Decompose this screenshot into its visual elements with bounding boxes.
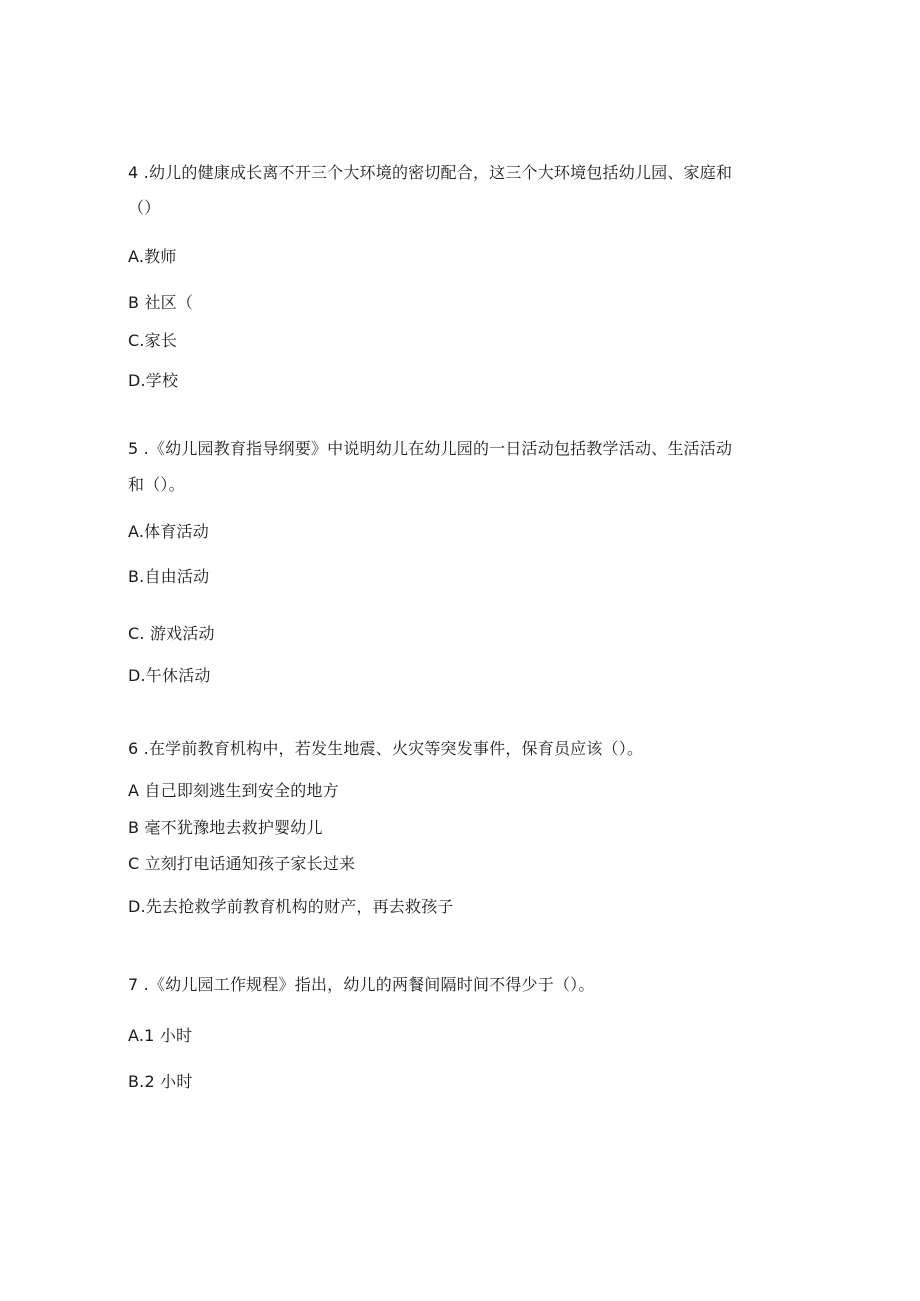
question-4-option-d: D.学校 bbox=[128, 371, 179, 390]
question-4-stem-cont: （） bbox=[128, 198, 161, 217]
question-6-option-d: D.先去抢救学前教育机构的财产，再去救孩子 bbox=[128, 897, 454, 916]
question-6-option-b: B 毫不犹豫地去救护婴幼儿 bbox=[128, 818, 323, 837]
question-7-option-a: A.1 小时 bbox=[128, 1026, 193, 1045]
question-5-option-b: B.自由活动 bbox=[128, 567, 210, 586]
question-4-option-a: A.教师 bbox=[128, 247, 177, 266]
question-6-option-a: A 自己即刻逃生到安全的地方 bbox=[128, 781, 339, 800]
question-5-option-c: C. 游戏活动 bbox=[128, 624, 215, 643]
question-4-option-c: C.家长 bbox=[128, 331, 178, 350]
question-4-stem: 4 .幼儿的健康成长离不开三个大环境的密切配合，这三个大环境包括幼儿园、家庭和 bbox=[128, 163, 733, 182]
question-6-stem: 6 .在学前教育机构中，若发生地震、火灾等突发事件，保育员应该（）。 bbox=[128, 739, 644, 758]
question-7-stem: 7 .《幼儿园工作规程》指出，幼儿的两餐间隔时间不得少于（）。 bbox=[128, 975, 595, 994]
question-5-stem-cont: 和（）。 bbox=[128, 475, 185, 494]
question-5-option-a: A.体育活动 bbox=[128, 522, 209, 541]
question-5-stem: 5 .《幼儿园教育指导纲要》中说明幼儿在幼儿园的一日活动包括教学活动、生活活动 bbox=[128, 439, 733, 458]
question-5-option-d: D.午休活动 bbox=[128, 666, 211, 685]
question-7-option-b: B.2 小时 bbox=[128, 1072, 193, 1091]
question-6-option-c: C 立刻打电话通知孩子家长过来 bbox=[128, 854, 356, 873]
question-4-option-b: B 社区（ bbox=[128, 293, 194, 312]
